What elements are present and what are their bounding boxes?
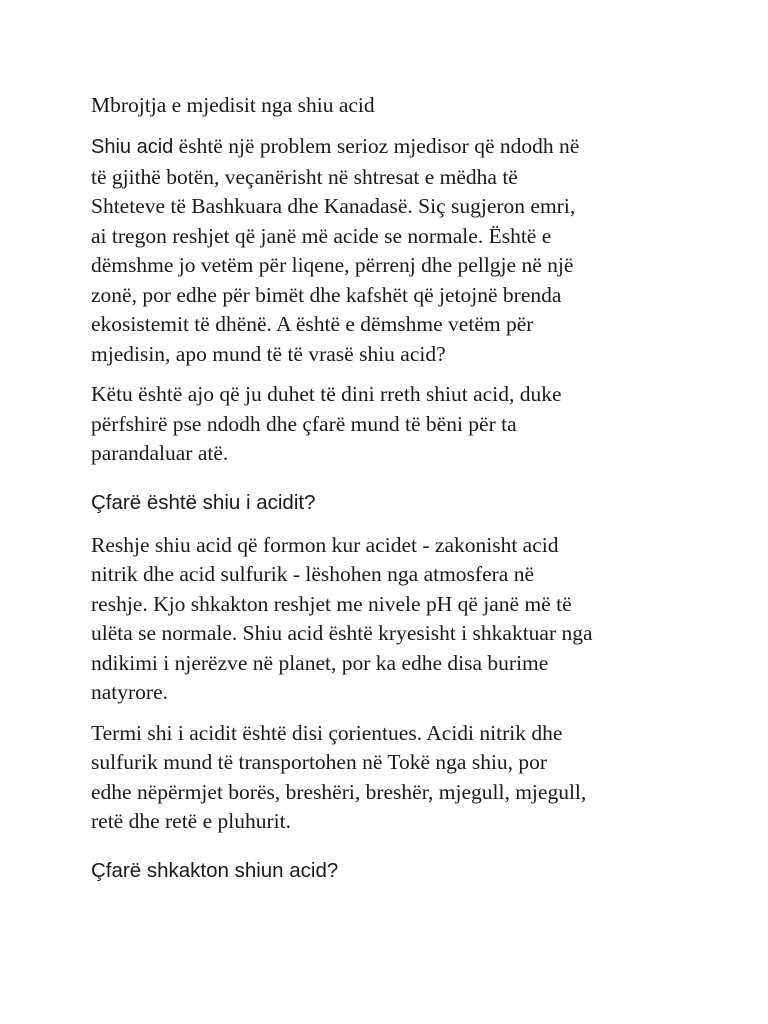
- paragraph-line: edhe nëpërmjet borës, breshëri, breshër, mjegull, mjegull,: [91, 779, 587, 804]
- intro-first-line-text: është një problem serioz mjedisor që ndodh në: [173, 134, 580, 158]
- section-heading-what-is: Çfarë është shiu i acidit?: [91, 490, 316, 514]
- paragraph-line: natyrore.: [91, 680, 169, 704]
- paragraph-line: të gjithë botën, veçanërisht në shtresat e mëdha të: [91, 164, 518, 189]
- paragraph-line: parandaluar atë.: [91, 441, 229, 465]
- paragraph-line: Këtu është ajo që ju duhet të dini rreth shiut acid, duke: [91, 382, 562, 406]
- paragraph-line: ai tregon reshjet që janë më acide se normale. Është e: [91, 223, 552, 248]
- paragraph-line: reshje. Kjo shkakton reshjet me nivele pH që janë më të: [91, 591, 572, 616]
- paragraph-intro: [91, 132, 711, 369]
- paragraph-line: dëmshme jo vetëm për liqene, përrenj dhe pellgje në një: [91, 253, 574, 277]
- paragraph-line: ndikimi i njerëzve në planet, por ka edhe disa burime: [91, 650, 549, 675]
- paragraph-line: nitrik dhe acid sulfurik - lëshohen nga atmosfera në: [91, 562, 534, 586]
- document-title: Mbrojtja e mjedisit nga shiu acid: [91, 93, 375, 117]
- paragraph-line: sulfurik mund të transportohen në Tokë nga shiu, por: [91, 750, 548, 774]
- paragraph-line: mjedisin, apo mund të të vrasë shiu acid?: [91, 341, 446, 366]
- section-heading-causes: Çfarë shkakton shiun acid?: [91, 858, 339, 882]
- paragraph-definition: [91, 531, 711, 708]
- paragraph-line: Shteteve të Bashkuara dhe Kanadasë. Siç sugjeron emri,: [91, 194, 576, 218]
- term-acid-rain: Shiu acid: [91, 136, 174, 158]
- paragraph-line: përfshirë pse ndodh dhe çfarë mund të bëni për ta: [91, 411, 517, 436]
- paragraph-term-explanation: [91, 719, 711, 837]
- paragraph-line: retë dhe retë e pluhurit.: [91, 809, 291, 833]
- document-body: [91, 91, 711, 899]
- paragraph-line: Termi shi i acidit është disi çorientues. Acidi nitrik dhe: [91, 720, 563, 745]
- paragraph-line: [91, 132, 711, 163]
- paragraph-line: Reshje shiu acid që formon kur acidet - zakonisht acid: [91, 532, 559, 557]
- paragraph-line: zonë, por edhe për bimët dhe kafshët që jetojnë brenda: [91, 282, 562, 307]
- paragraph-line: ulëta se normale. Shiu acid është kryesisht i shkaktuar nga: [91, 621, 593, 645]
- paragraph-line: ekosistemit të dhënë. A është e dëmshme vetëm për: [91, 312, 534, 336]
- paragraph-what-to-know: [91, 380, 711, 469]
